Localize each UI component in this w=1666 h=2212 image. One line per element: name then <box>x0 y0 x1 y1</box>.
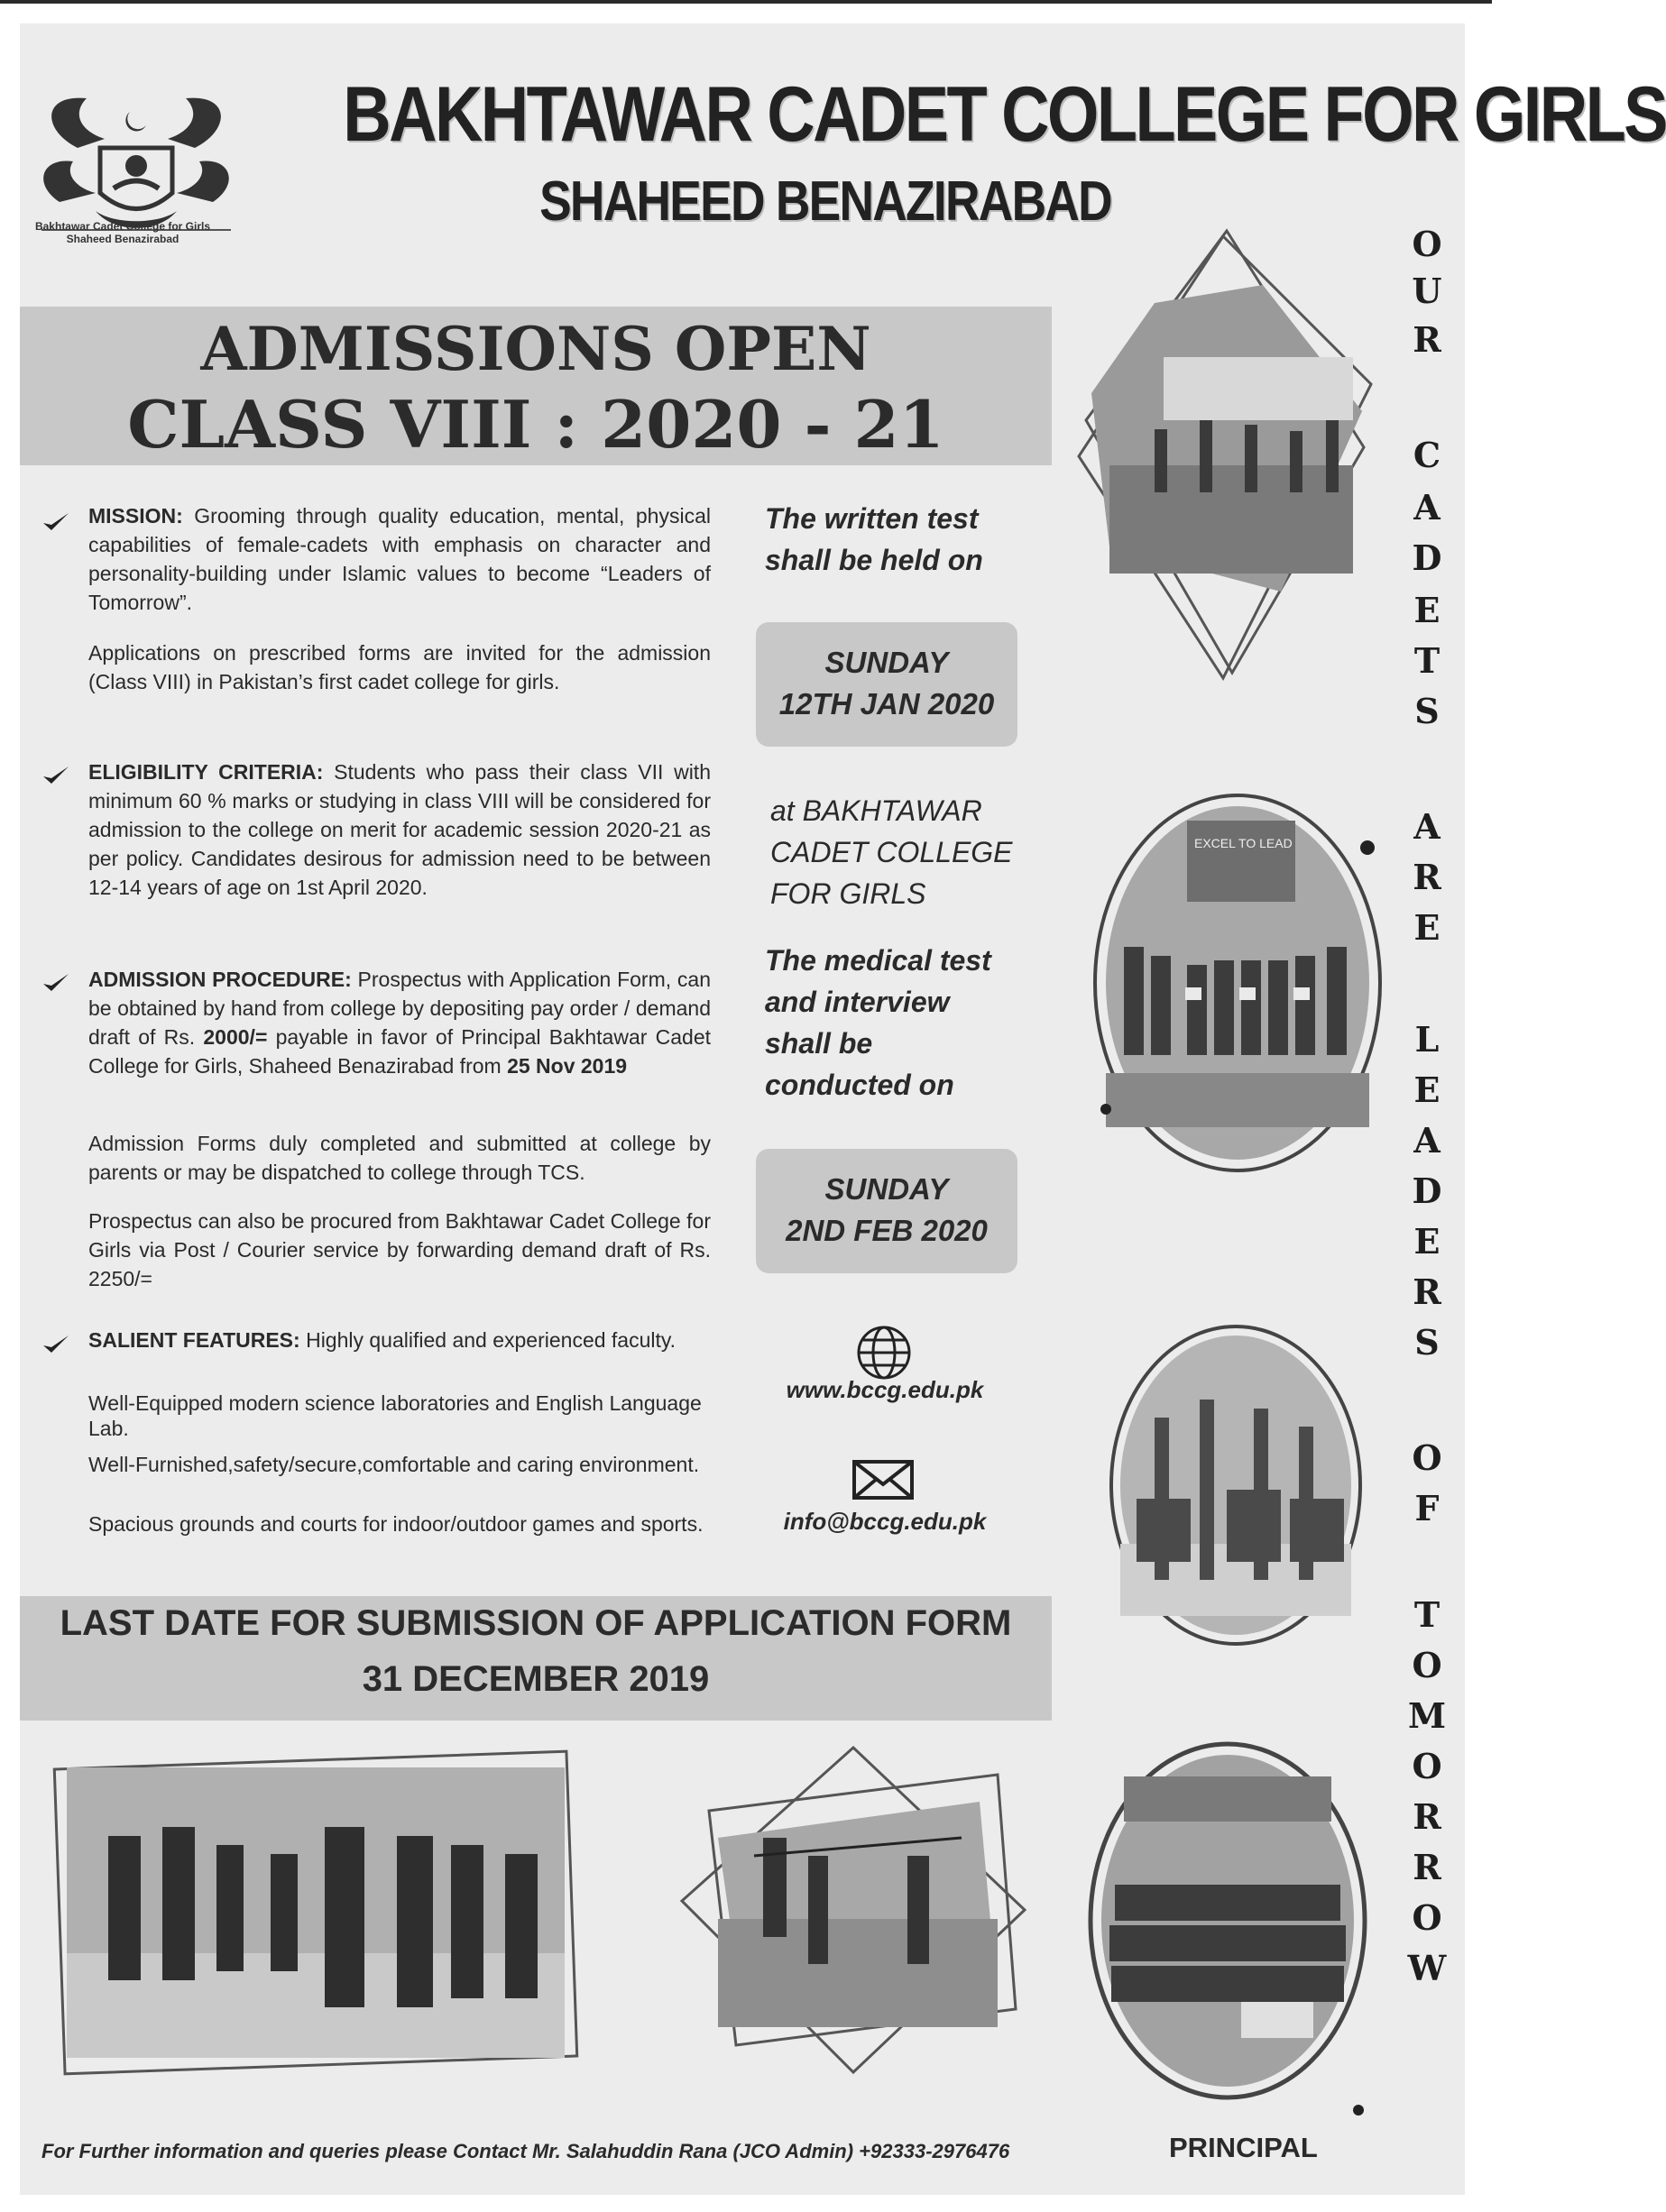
eligibility-text: Students who pass their class VII with minimum 60 % marks or studying in class VIII will be considered for admission to the college on merit for academic session 2020-21 as per policy. Candidates desirous for admission need to be between 12-14 years of age on 1st April 2020. <box>88 760 711 899</box>
procedure-text-b: payable in favor of Principal Bakhtawar Cadet College for Girls, Shaheed Benazirabad from <box>88 1025 712 1078</box>
college-location: SHAHEED BENAZIRABAD <box>539 170 1111 233</box>
slogan-letter: T <box>1413 640 1440 681</box>
slogan-letter: D <box>1412 537 1442 578</box>
mission-text: Grooming through quality education, mental, physical capabilities of female-cadets with emphasis on character and personality-building under Islamic values to become “Leaders of Tomorrow”. <box>88 504 711 614</box>
slogan-letter: A <box>1413 487 1440 528</box>
procedure-amount: 2000/= <box>203 1025 268 1049</box>
written-test-line1: The written test <box>765 502 979 535</box>
procedure-label: ADMISSION PROCEDURE: <box>88 968 352 991</box>
venue-line2: CADET COLLEGE <box>770 836 1013 868</box>
mission-paragraph <box>88 501 711 617</box>
slogan-letter: T <box>1413 1594 1440 1635</box>
venue-line3: FOR GIRLS <box>770 877 926 910</box>
medical-line2: and interview <box>765 986 950 1018</box>
slogan-letter: U <box>1412 271 1442 311</box>
website-link[interactable]: www.bccg.edu.pk <box>786 1376 984 1403</box>
check-icon <box>41 764 70 785</box>
check-icon <box>41 510 70 532</box>
slogan-letter: E <box>1413 1221 1440 1262</box>
procedure-date: 25 Nov 2019 <box>507 1054 628 1078</box>
slogan-letter: S <box>1414 1322 1440 1363</box>
top-rule <box>0 0 1492 4</box>
basketball-court-photo <box>1073 231 1376 682</box>
last-date-value: 31 DECEMBER 2019 <box>362 1659 710 1699</box>
slogan-letter: O <box>1412 1437 1442 1478</box>
contact-footer: For Further information and queries please Contact Mr. Salahuddin Rana (JCO Admin) +92333-2976476 <box>41 2140 1010 2162</box>
slogan-letter: E <box>1413 907 1440 948</box>
parade-photo <box>54 1755 577 2070</box>
feature-environment: Well-Furnished,safety/secure,comfortable and caring environment. <box>88 1453 700 1476</box>
last-date-heading: LAST DATE FOR SUBMISSION OF APPLICATION FORM <box>60 1603 1012 1643</box>
medical-test-date-box <box>756 1149 1017 1273</box>
certificates-group-photo <box>1079 785 1396 1181</box>
forms-paragraph: Admission Forms duly completed and submitted at college by parents or may be dispatched to college through TCS. <box>88 1132 711 1184</box>
feature-labs: Well-Equipped modern science laboratories and English Language Lab. <box>88 1391 702 1440</box>
slogan-letter: R <box>1413 1847 1441 1887</box>
slogan-letter: M <box>1407 1695 1447 1736</box>
slogan-letter: D <box>1412 1170 1442 1211</box>
assembly-photo <box>1079 1731 1376 2110</box>
mission-label: MISSION: <box>88 504 183 528</box>
eligibility-label: ELIGIBILITY CRITERIA: <box>88 760 324 784</box>
written-test-date: 12TH JAN 2020 <box>778 687 995 721</box>
slogan-letter: O <box>1412 1645 1442 1685</box>
check-icon <box>41 1333 70 1354</box>
archery-photo <box>655 1739 1052 2081</box>
slogan-letter: O <box>1412 1897 1442 1938</box>
slogan-letter: C <box>1413 435 1441 475</box>
globe-icon <box>855 1324 913 1381</box>
medical-line4: conducted on <box>765 1069 954 1101</box>
written-test-day: SUNDAY <box>824 646 949 679</box>
college-title: BAKHTAWAR CADET COLLEGE FOR GIRLS <box>343 71 1666 158</box>
excel-to-lead-sign: EXCEL TO LEAD <box>1194 836 1293 850</box>
eligibility-paragraph <box>88 757 711 902</box>
slogan-letter: F <box>1414 1488 1440 1528</box>
prospectus-paragraph: Prospectus can also be procured from Bakhtawar Cadet College for Girls via Post / Courier service by forwarding demand draft of Rs. 2250/= <box>88 1209 711 1290</box>
features-label: SALIENT FEATURES: <box>88 1328 300 1352</box>
feature-grounds: Spacious grounds and courts for indoor/outdoor games and sports. <box>88 1512 704 1536</box>
logo-caption-line2: Shaheed Benazirabad <box>66 233 179 245</box>
written-test-note <box>765 498 983 581</box>
procedure-paragraph <box>88 965 711 1080</box>
features-paragraph <box>88 1327 711 1353</box>
slogan-letter: A <box>1413 1120 1440 1161</box>
class-session-heading: CLASS VIII : 2020 - 21 <box>127 386 944 463</box>
slogan-letter: W <box>1407 1948 1447 1988</box>
medical-test-day: SUNDAY <box>824 1172 949 1206</box>
logo-caption-line1: Bakhtawar Cadet College for Girls <box>34 220 211 233</box>
applications-paragraph: Applications on prescribed forms are invited for the admission (Class VIII) in Pakistan’s first cadet college for girls. <box>88 641 711 693</box>
medical-line3: shall be <box>765 1027 873 1060</box>
slogan-letter: R <box>1413 319 1441 360</box>
procedure-text-a: Prospectus with Application Form, can be obtained by hand from college by depositing pay order / demand draft of Rs. <box>88 968 711 1049</box>
slogan-letter: O <box>1412 1746 1442 1786</box>
medical-test-note <box>765 940 991 1106</box>
venue-note <box>770 790 1013 914</box>
slogan-letter: S <box>1414 691 1440 731</box>
slogan-letter: R <box>1413 1271 1441 1312</box>
slogan-letter: A <box>1413 806 1440 847</box>
principal-signature: PRINCIPAL <box>1169 2132 1318 2163</box>
logo-caption <box>5 220 240 245</box>
venue-line1: at BAKHTAWAR <box>770 794 982 827</box>
check-icon <box>41 971 70 993</box>
statues-photo <box>1100 1318 1371 1652</box>
slogan-letter: R <box>1413 1796 1441 1837</box>
slogan-letter: R <box>1413 857 1441 897</box>
medical-test-date: 2ND FEB 2020 <box>786 1214 988 1247</box>
written-test-line2: shall be held on <box>765 544 983 576</box>
email-link[interactable]: info@bccg.edu.pk <box>783 1508 987 1535</box>
envelope-icon <box>851 1459 915 1501</box>
features-text: Highly qualified and experienced faculty. <box>299 1328 677 1352</box>
slogan-letter: E <box>1413 1069 1440 1110</box>
written-test-date-box <box>756 622 1017 747</box>
admissions-open-heading: ADMISSIONS OPEN <box>200 314 871 384</box>
slogan-letter: O <box>1412 224 1442 264</box>
slogan-letter: E <box>1413 590 1440 630</box>
slogan-letter: L <box>1414 1019 1440 1060</box>
medical-line1: The medical test <box>765 944 991 977</box>
